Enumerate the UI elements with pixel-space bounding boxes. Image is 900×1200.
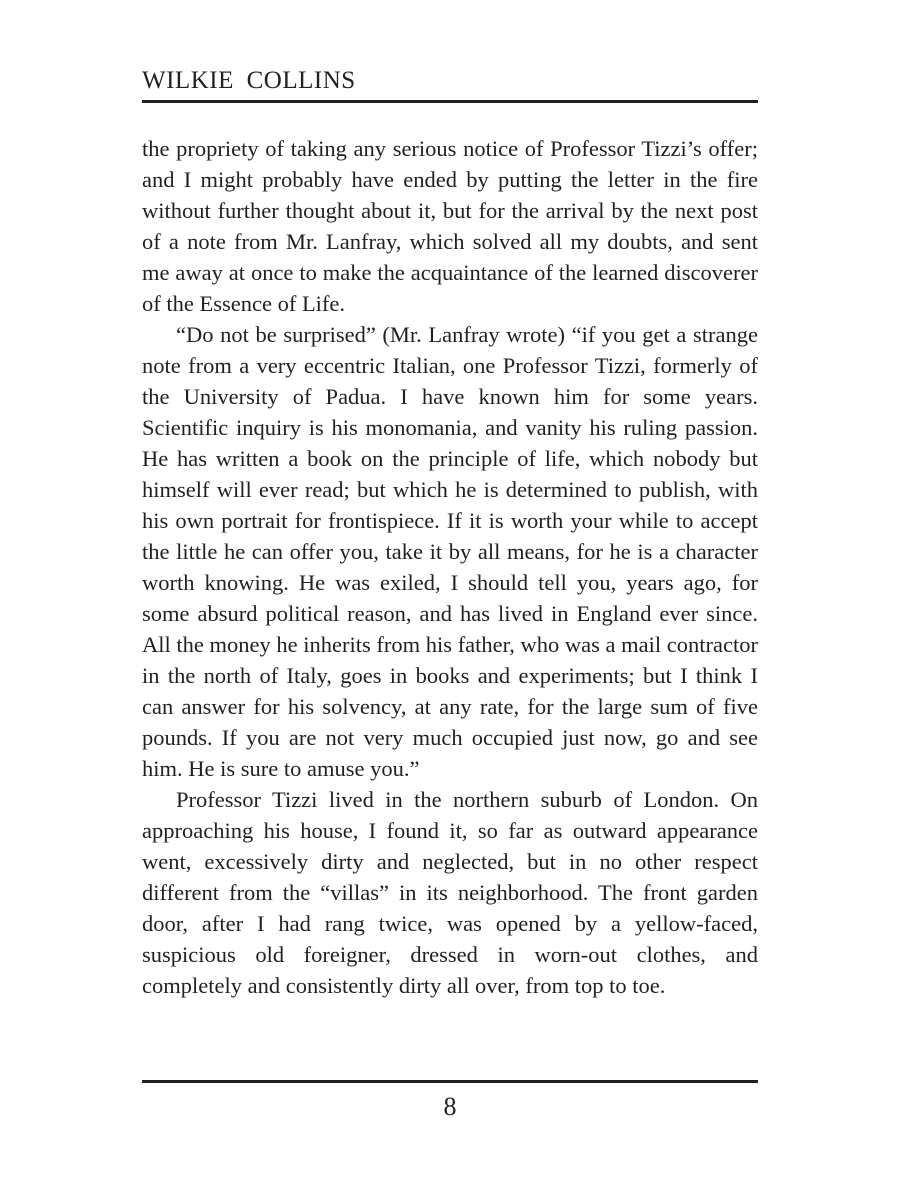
paragraph-letter: “Do not be surprised” (Mr. Lanfray wrote) “if you get a strange note from a very eccentric Italian, one Professor Tizzi, formerly of the University of Padua. I have known him for some years. Scientific inquiry is his monomania, and vanity his ruling passion. He has written a book on the principle of life, which nobody but himself will ever read; but which he is determined to publish, with his own portrait for frontispiece. If it is worth your while to accept the little he can offer you, take it by all means, for he is a character worth knowing. He was exiled, I should tell you, years ago, for some absurd political reason, and has lived in England ever since. All the money he inherits from his father, who was a mail contractor in the north of Italy, goes in books and experiments; but I think I can answer for his solvency, at any rate, for the large sum of five pounds. If you are not very much occupied just now, go and see him. He is sure to amuse you.” [142, 322, 758, 781]
page-content [142, 62, 758, 1001]
paragraph-continued: the propriety of taking any serious notice of Professor Tizzi’s offer; and I might probably have ended by putting the letter in the fire without further thought about it, but for the arrival by the next post of a note from Mr. Lanfray, which solved all my doubts, and sent me away at once to make the acquaintance of the learned discoverer of the Essence of Life. [142, 136, 758, 316]
running-head: WILKIE COLLINS [142, 67, 356, 94]
paragraph-visit: Professor Tizzi lived in the northern suburb of London. On approaching his house, I found it, so far as outward appearance went, excessively dirty and neglected, but in no other respect different from the “villas” in its neighborhood. The front garden door, after I had rang twice, was opened by a yellow-faced, suspicious old foreigner, dressed in worn-out clothes, and completely and consistently dirty all over, from top to toe. [142, 787, 758, 998]
header-rule [142, 100, 758, 103]
footer-rule [142, 1080, 758, 1083]
body-text [142, 133, 758, 1001]
page-number: 8 [443, 1092, 457, 1121]
